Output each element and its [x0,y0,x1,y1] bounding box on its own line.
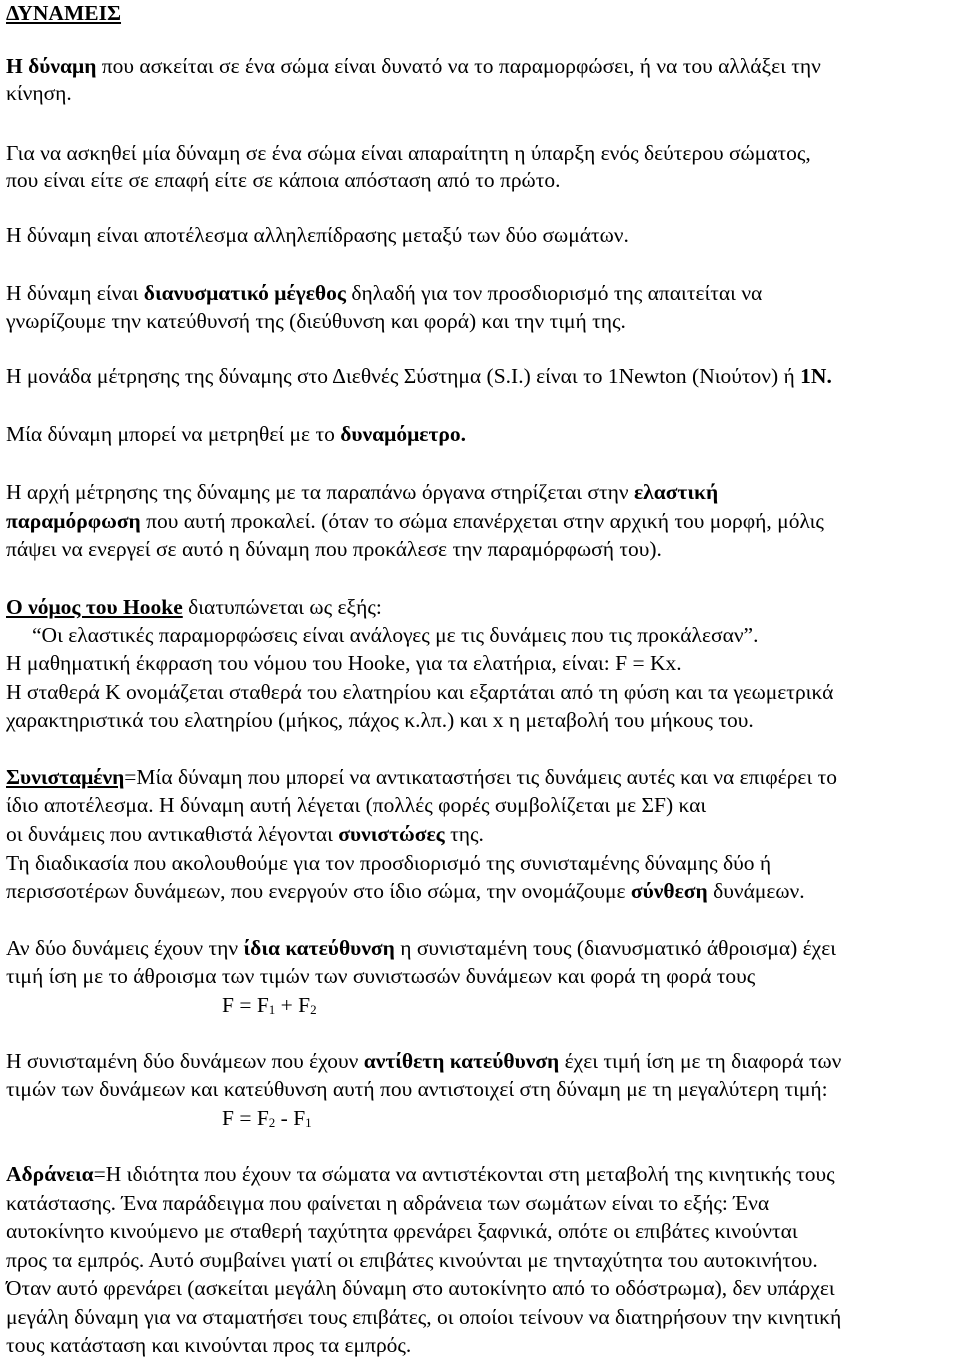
paragraph-11-line-1 [6,1048,841,1074]
text-span: δυνάμεων. [707,879,805,903]
hooke-quote: “Οι ελαστικές παραμορφώσεις είναι ανάλογες με τις δυνάμεις που τις προκάλεσαν”. [32,623,759,647]
text-span: Αν δύο δυνάμεις έχουν την [6,936,244,960]
paragraph-4-line-2: γνωρίζουμε την κατεύθυνσή της (διεύθυνση και φορά) και την τιμή της. [6,309,626,333]
paragraph-1-line-1 [6,53,821,79]
equation-subscript: 1 [268,1002,276,1017]
paragraph-11-line-2: τιμών των δυνάμεων και κατεύθυνση αυτή που αντιστοιχεί στη δύναμη με τη μεγαλύτερη τιμή: [6,1077,828,1101]
paragraph-9-line-2: ίδιο αποτέλεσμα. Η δύναμη αυτή λέγεται (πολλές φορές συμβολίζεται με ΣF) και [6,793,707,817]
text-span: η συνισταμένη τους (διανυσματικό άθροισμα) έχει [394,936,837,960]
paragraph-9-line-4: Τη διαδικασία που ακολουθούμε για τον προσδιορισμό της συνισταμένης δύναμης δύο ή [6,851,772,875]
paragraph-8-line-3: Η μαθηματική έκφραση του νόμου του Hooke, για τα ελατήρια, είναι: F = Kx. [6,651,682,675]
bold-term: ελαστική [633,480,719,504]
bold-term: αντίθετη κατεύθυνση [363,1049,560,1073]
bold-term: συνιστώσες [338,822,445,846]
paragraph-12-line-6: μεγάλη δύναμη για να σταματήσει τους επιβάτες, οι οποίοι τείνουν να διατηρήσουν την κινητική [6,1305,842,1329]
paragraph-12-line-2: κατάστασης. Ένα παράδειγμα που φαίνεται η αδράνεια των σωμάτων είναι το εξής: Ένα [6,1191,770,1215]
paragraph-7-line-1 [6,479,718,505]
text-span: Η αρχή μέτρησης της δύναμης με τα παραπάνω όργανα στηρίζεται στην [6,480,634,504]
text-span: οι δυνάμεις που αντικαθιστά λέγονται [6,822,339,846]
text-span: της. [444,822,484,846]
text-span: Η μονάδα μέτρησης της δύναμης στο Διεθνές Σύστημα (S.I.) είναι το 1Newton (Νιούτον) ή [6,364,801,388]
equation-subscript: 2 [310,1002,317,1017]
equation-difference [222,1105,312,1136]
paragraph-8-line-5: χαρακτηριστικά του ελατηρίου (μήκος, πάχος κ.λπ.) και x η μεταβολή του μήκους του. [6,708,754,732]
paragraph-10-line-1 [6,935,836,961]
bold-term: Αδράνεια [6,1162,94,1186]
equation-text: F = F [222,993,269,1017]
paragraph-12-line-5: Όταν αυτό φρενάρει (ασκείται μεγάλη δύναμη στο αυτοκίνητο από το οδόστρωμα), δεν υπάρχει [6,1276,835,1300]
equation-text: - F [275,1106,306,1130]
hooke-heading [6,594,382,620]
paragraph-12-line-3: αυτοκίνητο κινούμενο με σταθερή ταχύτητα φρενάρει ξαφνικά, οπότε οι επιβάτες κινούνται [6,1219,798,1243]
text-span: Η συνισταμένη δύο δυνάμεων που έχουν [6,1049,364,1073]
bold-term: Η δύναμη [6,54,97,78]
paragraph-4-line-1 [6,280,762,306]
equation-sum [222,992,317,1023]
text-span: =Η ιδιότητα που έχουν τα σώματα να αντιστέκονται στη μεταβολή της κινητικής τους [93,1162,835,1186]
bold-term: 1N. [800,364,832,388]
equation-subscript: 2 [268,1115,276,1130]
text-span: περισσοτέρων δυνάμεων, που ενεργούν στο ίδιο σώμα, την ονομάζουμε [6,879,631,903]
bold-term: Συνισταμένη [6,765,125,789]
equation-subscript: 1 [305,1115,312,1130]
paragraph-7-line-2 [6,508,824,534]
equation-text: + F [275,993,311,1017]
text-span: έχει τιμή ίση με τη διαφορά των [559,1049,842,1073]
paragraph-5 [6,363,832,389]
paragraph-9-line-5 [6,878,805,904]
paragraph-10-line-2: τιμή ίση με το άθροισμα των τιμών των συνιστωσών δυνάμεων και φορά τη φορά τους [6,964,756,988]
text-span: Η δύναμη είναι [6,281,144,305]
paragraph-9-line-3 [6,821,484,847]
paragraph-6 [6,421,466,447]
paragraph-12-line-7: τους κατάσταση και κινούνται προς τα εμπρός. [6,1333,412,1357]
bold-term: παραμόρφωση [6,509,141,533]
title-text: ΔΥΝΑΜΕΙΣ [6,1,122,25]
bold-term: διανυσματικό μέγεθος [143,281,346,305]
page-title [6,0,121,26]
text-span: δηλαδή για τον προσδιορισμό της απαιτείται να [345,281,763,305]
paragraph-8-line-4: Η σταθερά K ονομάζεται σταθερά του ελατηρίου και εξαρτάται από τη φύση και τα γεωμετρικά [6,680,834,704]
paragraph-3: Η δύναμη είναι αποτέλεσμα αλληλεπίδρασης μεταξύ των δύο σωμάτων. [6,223,629,247]
equation-text: F = F [222,1106,269,1130]
paragraph-1-line-2: κίνηση. [6,81,72,105]
text-span: που αυτή προκαλεί. (όταν το σώμα επανέρχεται στην αρχική του μορφή, μόλις [140,509,824,533]
bold-term: δυναμόμετρο. [340,422,466,446]
text-span: Μία δύναμη μπορεί να μετρηθεί με το [6,422,341,446]
text-span: διατυπώνεται ως εξής: [182,595,382,619]
bold-term: ίδια κατεύθυνση [243,936,395,960]
bold-term: σύνθεση [630,879,708,903]
paragraph-2-line-1: Για να ασκηθεί μία δύναμη σε ένα σώμα είναι απαραίτητη η ύπαρξη ενός δεύτερου σώματος, [6,141,811,165]
paragraph-9-line-1 [6,764,837,790]
paragraph-7-line-3: πάψει να ενεργεί σε αυτό η δύναμη που προκάλεσε την παραμόρφωσή του). [6,537,662,561]
paragraph-12-line-1 [6,1161,835,1187]
text-span: =Μία δύναμη που μπορεί να αντικαταστήσει τις δυνάμεις αυτές και να επιφέρει το [124,765,837,789]
bold-term: Ο νόμος του Hooke [6,595,183,619]
text-span: που ασκείται σε ένα σώμα είναι δυνατό να το παραμορφώσει, ή να του αλλάξει την [96,54,821,78]
paragraph-12-line-4: προς τα εμπρός. Αυτό συμβαίνει γιατί οι επιβάτες κινούνται με τηνταχύτητα του αυτοκινήτου. [6,1248,818,1272]
paragraph-2-line-2: που είναι είτε σε επαφή είτε σε κάποια απόσταση από το πρώτο. [6,168,561,192]
